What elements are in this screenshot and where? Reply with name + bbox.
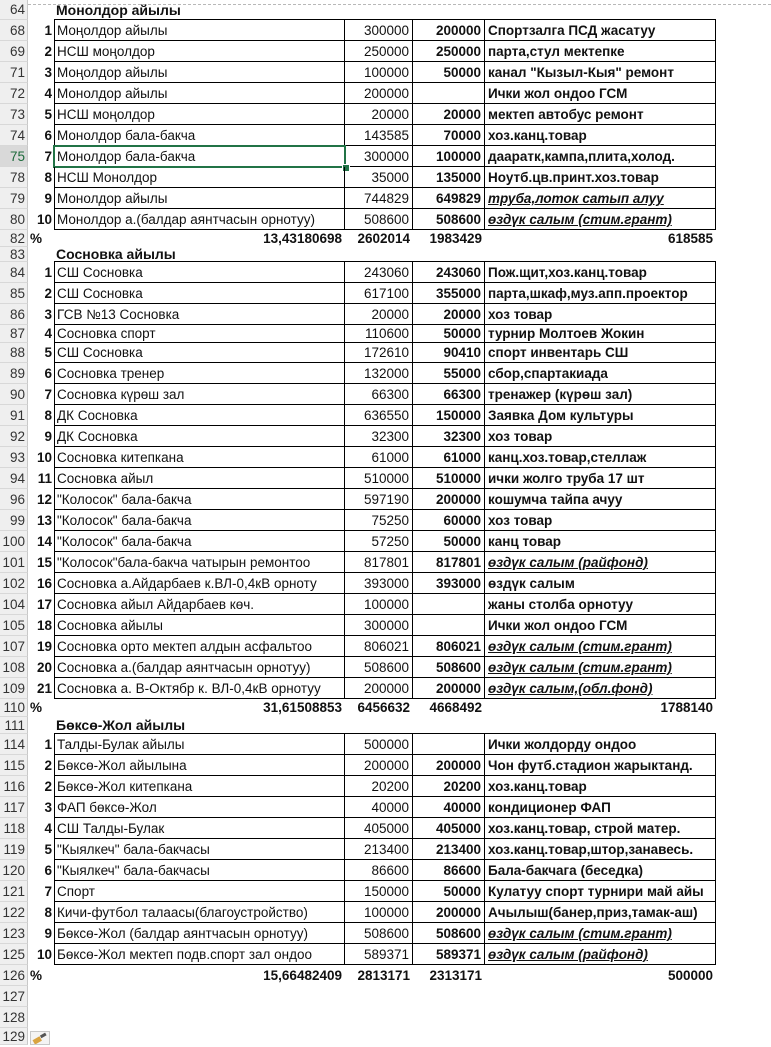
item-name-cell[interactable]: "Кыялкеч" бала-бакчасы: [54, 839, 345, 860]
planned-amount-cell[interactable]: 213400: [345, 839, 413, 860]
planned-amount-cell[interactable]: 40000: [345, 797, 413, 818]
purpose-note-cell[interactable]: Ички жол ондоо ГСМ: [485, 83, 716, 104]
actual-amount-cell[interactable]: 90410: [413, 343, 485, 363]
purpose-note-cell[interactable]: Ички жолдорду ондоо: [485, 734, 716, 755]
planned-amount-cell[interactable]: 300000: [345, 146, 413, 167]
total-actual[interactable]: 1983429: [429, 231, 482, 246]
actual-amount-cell[interactable]: 50000: [413, 325, 485, 343]
actual-amount-cell[interactable]: 86600: [413, 860, 485, 881]
row-index[interactable]: 2: [44, 44, 52, 59]
row-index[interactable]: 5: [44, 107, 52, 122]
total-percent[interactable]: 13,43180698: [263, 231, 342, 246]
row-index[interactable]: 4: [44, 821, 52, 836]
row-header[interactable]: 117: [0, 797, 28, 818]
row-header[interactable]: 90: [0, 384, 28, 405]
paintbrush-icon: [31, 1032, 49, 1044]
item-name-cell[interactable]: НСШ моңолдор: [54, 104, 345, 125]
item-name-cell[interactable]: Монолдор а.(балдар аянтчасын орнотуу): [54, 209, 345, 230]
item-name-cell[interactable]: ФАП бөксө-Жол: [54, 797, 345, 818]
purpose-note-cell[interactable]: парта,шкаф,муз.апп.проектор: [485, 283, 716, 304]
actual-amount-cell[interactable]: [413, 734, 485, 755]
row-header[interactable]: 122: [0, 902, 28, 923]
item-name-cell[interactable]: Сосновка күрөш зал: [54, 384, 345, 405]
purpose-note-cell[interactable]: дааратк,кампа,плита,холод.: [485, 146, 716, 167]
actual-amount-cell[interactable]: 405000: [413, 818, 485, 839]
row-index[interactable]: 1: [44, 265, 52, 280]
planned-amount-cell[interactable]: 597190: [345, 489, 413, 510]
planned-amount-cell[interactable]: 200000: [345, 755, 413, 776]
purpose-note-cell[interactable]: өздүк салым (райфонд): [485, 552, 716, 573]
row-index[interactable]: 15: [36, 555, 52, 570]
item-name-cell[interactable]: "Колосок"бала-бакча чатырын ремонтоо: [54, 552, 345, 573]
actual-amount-cell[interactable]: 135000: [413, 167, 485, 188]
planned-amount-cell[interactable]: 172610: [345, 343, 413, 363]
item-name-cell[interactable]: Монолдор айылы: [54, 188, 345, 209]
actual-amount-cell[interactable]: 806021: [413, 636, 485, 657]
purpose-note-cell[interactable]: канц товар: [485, 531, 716, 552]
row-index[interactable]: 6: [44, 366, 52, 381]
row-header[interactable]: 78: [0, 167, 28, 188]
actual-amount-cell[interactable]: [413, 594, 485, 615]
planned-amount-cell[interactable]: 75250: [345, 510, 413, 531]
row-header[interactable]: 121: [0, 881, 28, 902]
purpose-note-cell[interactable]: Ноутб.цв.принт.хоз.товар: [485, 167, 716, 188]
item-name-cell[interactable]: "Колосок" бала-бакча: [54, 489, 345, 510]
planned-amount-cell[interactable]: 86600: [345, 860, 413, 881]
purpose-note-cell[interactable]: өздүк салым (стим.грант): [485, 657, 716, 678]
purpose-note-cell[interactable]: канц.хоз.товар,стеллаж: [485, 447, 716, 468]
planned-amount-cell[interactable]: 617100: [345, 283, 413, 304]
actual-amount-cell[interactable]: 200000: [413, 678, 485, 699]
actual-amount-cell[interactable]: 355000: [413, 283, 485, 304]
row-header[interactable]: 109: [0, 678, 28, 699]
row-index[interactable]: 7: [44, 884, 52, 899]
row-header[interactable]: 74: [0, 125, 28, 146]
row-header[interactable]: 96: [0, 489, 28, 510]
total-percent[interactable]: 15,66482409: [263, 968, 342, 983]
row-header[interactable]: 83: [0, 247, 28, 262]
row-index[interactable]: 9: [44, 191, 52, 206]
actual-amount-cell[interactable]: 20200: [413, 776, 485, 797]
actual-amount-cell[interactable]: 243060: [413, 262, 485, 283]
item-name-cell[interactable]: НСШ моңолдор: [54, 41, 345, 62]
purpose-note-cell[interactable]: кошумча тайпа ачуу: [485, 489, 716, 510]
row-index[interactable]: 3: [44, 65, 52, 80]
item-name-cell[interactable]: Бөксө-Жол мектеп подв.спорт зал ондоо: [54, 944, 345, 965]
row-index[interactable]: 20: [36, 660, 52, 675]
row-index[interactable]: 9: [44, 429, 52, 444]
row-index[interactable]: 13: [36, 513, 52, 528]
item-name-cell[interactable]: Монолдор бала-бакча: [54, 146, 345, 167]
item-name-cell[interactable]: Сосновка а. В-Октябр к. ВЛ-0,4кВ орнотуу: [54, 678, 345, 699]
section-title[interactable]: Сосновка айылы: [56, 247, 176, 262]
planned-amount-cell[interactable]: 806021: [345, 636, 413, 657]
row-index[interactable]: 11: [37, 471, 52, 486]
actual-amount-cell[interactable]: 393000: [413, 573, 485, 594]
actual-amount-cell[interactable]: 250000: [413, 41, 485, 62]
row-index[interactable]: 7: [44, 387, 52, 402]
row-header[interactable]: 116: [0, 776, 28, 797]
row-index[interactable]: 7: [44, 149, 52, 164]
item-name-cell[interactable]: Сосновка спорт: [54, 325, 345, 343]
item-name-cell[interactable]: "Колосок" бала-бакча: [54, 510, 345, 531]
planned-amount-cell[interactable]: 143585: [345, 125, 413, 146]
row-header[interactable]: 111: [0, 717, 28, 734]
actual-amount-cell[interactable]: 508600: [413, 923, 485, 944]
actual-amount-cell[interactable]: 150000: [413, 405, 485, 426]
row-header[interactable]: 125: [0, 944, 28, 965]
item-name-cell[interactable]: ГСВ №13 Сосновка: [54, 304, 345, 325]
purpose-note-cell[interactable]: хоз товар: [485, 426, 716, 447]
item-name-cell[interactable]: Моңолдор айылы: [54, 62, 345, 83]
row-index[interactable]: 3: [44, 800, 52, 815]
actual-amount-cell[interactable]: [413, 83, 485, 104]
actual-amount-cell[interactable]: 200000: [413, 489, 485, 510]
actual-amount-cell[interactable]: 50000: [413, 62, 485, 83]
total-remainder[interactable]: 500000: [667, 968, 713, 983]
row-header[interactable]: 75: [0, 146, 28, 167]
row-header[interactable]: 127: [0, 986, 28, 1007]
row-header[interactable]: 79: [0, 188, 28, 209]
purpose-note-cell[interactable]: тренажер (күрөш зал): [485, 384, 716, 405]
planned-amount-cell[interactable]: 150000: [345, 881, 413, 902]
actual-amount-cell[interactable]: 508600: [413, 657, 485, 678]
item-name-cell[interactable]: Бөксө-Жол айылына: [54, 755, 345, 776]
row-index[interactable]: 8: [44, 170, 52, 185]
row-index[interactable]: 5: [44, 345, 52, 360]
row-header[interactable]: 115: [0, 755, 28, 776]
row-index[interactable]: 6: [44, 128, 52, 143]
actual-amount-cell[interactable]: 32300: [413, 426, 485, 447]
row-header[interactable]: 72: [0, 83, 28, 104]
planned-amount-cell[interactable]: 132000: [345, 363, 413, 384]
item-name-cell[interactable]: СШ Сосновка: [54, 343, 345, 363]
actual-amount-cell[interactable]: 200000: [413, 902, 485, 923]
planned-amount-cell[interactable]: 744829: [345, 188, 413, 209]
purpose-note-cell[interactable]: Кулатуу спорт турнири май айы: [485, 881, 716, 902]
purpose-note-cell[interactable]: канал "Кызыл-Кыя" ремонт: [485, 62, 716, 83]
item-name-cell[interactable]: Бөксө-Жол китепкана: [54, 776, 345, 797]
row-header[interactable]: 69: [0, 41, 28, 62]
purpose-note-cell[interactable]: спорт инвентарь СШ: [485, 343, 716, 363]
planned-amount-cell[interactable]: 500000: [345, 734, 413, 755]
item-name-cell[interactable]: Сосновка а.Айдарбаев к.ВЛ-0,4кВ орноту: [54, 573, 345, 594]
purpose-note-cell[interactable]: хоз товар: [485, 304, 716, 325]
purpose-note-cell[interactable]: хоз.канц.товар,штор,занавесь.: [485, 839, 716, 860]
row-header[interactable]: 99: [0, 510, 28, 531]
row-index[interactable]: 2: [44, 286, 52, 301]
row-index[interactable]: 14: [36, 534, 52, 549]
planned-amount-cell[interactable]: 250000: [345, 41, 413, 62]
row-header[interactable]: 71: [0, 62, 28, 83]
purpose-note-cell[interactable]: парта,стул мектепке: [485, 41, 716, 62]
actual-amount-cell[interactable]: 66300: [413, 384, 485, 405]
section-title[interactable]: Монолдор айылы: [56, 2, 181, 18]
planned-amount-cell[interactable]: 636550: [345, 405, 413, 426]
planned-amount-cell[interactable]: 817801: [345, 552, 413, 573]
actual-amount-cell[interactable]: 213400: [413, 839, 485, 860]
active-cell-selection[interactable]: [53, 145, 346, 168]
actual-amount-cell[interactable]: 589371: [413, 944, 485, 965]
purpose-note-cell[interactable]: жаны столба орнотуу: [485, 594, 716, 615]
planned-amount-cell[interactable]: 110600: [345, 325, 413, 343]
row-header[interactable]: 88: [0, 343, 28, 363]
planned-amount-cell[interactable]: 100000: [345, 62, 413, 83]
row-header[interactable]: 105: [0, 615, 28, 636]
item-name-cell[interactable]: Сосновка тренер: [54, 363, 345, 384]
row-header[interactable]: 86: [0, 304, 28, 325]
planned-amount-cell[interactable]: 508600: [345, 657, 413, 678]
item-name-cell[interactable]: Бөксө-Жол (балдар аянтчасын орнотуу): [54, 923, 345, 944]
row-header[interactable]: 129: [0, 1028, 28, 1045]
planned-amount-cell[interactable]: 243060: [345, 262, 413, 283]
total-remainder[interactable]: 618585: [667, 231, 713, 246]
row-index[interactable]: 2: [44, 758, 52, 773]
purpose-note-cell[interactable]: мектеп автобус ремонт: [485, 104, 716, 125]
actual-amount-cell[interactable]: 50000: [413, 881, 485, 902]
row-header[interactable]: 104: [0, 594, 28, 615]
row-header[interactable]: 87: [0, 325, 28, 343]
row-header[interactable]: 100: [0, 531, 28, 552]
row-header[interactable]: 68: [0, 20, 28, 41]
actual-amount-cell[interactable]: 20000: [413, 304, 485, 325]
row-header[interactable]: 73: [0, 104, 28, 125]
row-index[interactable]: 8: [44, 905, 52, 920]
row-index[interactable]: 10: [36, 450, 52, 465]
item-name-cell[interactable]: СШ Сосновка: [54, 262, 345, 283]
row-header[interactable]: 93: [0, 447, 28, 468]
planned-amount-cell[interactable]: 510000: [345, 468, 413, 489]
actual-amount-cell[interactable]: 40000: [413, 797, 485, 818]
row-header[interactable]: 91: [0, 405, 28, 426]
purpose-note-cell[interactable]: Чон футб.стадион жарыктанд.: [485, 755, 716, 776]
purpose-note-cell[interactable]: Спортзалга ПСД жасатуу: [485, 20, 716, 41]
planned-amount-cell[interactable]: 20000: [345, 104, 413, 125]
purpose-note-cell[interactable]: турнир Молтоев Жокин: [485, 325, 716, 343]
item-name-cell[interactable]: Сосновка а.(балдар аянтчасын орнотуу): [54, 657, 345, 678]
planned-amount-cell[interactable]: 20000: [345, 304, 413, 325]
row-header[interactable]: 82: [0, 230, 28, 247]
purpose-note-cell[interactable]: өздүк салым (райфонд): [485, 944, 716, 965]
item-name-cell[interactable]: Сосновка орто мектеп алдын асфальтоо: [54, 636, 345, 657]
row-index[interactable]: 10: [36, 947, 52, 962]
actual-amount-cell[interactable]: 508600: [413, 209, 485, 230]
item-name-cell[interactable]: Сосновка айыл Айдарбаев көч.: [54, 594, 345, 615]
total-label[interactable]: %: [30, 700, 43, 715]
row-header[interactable]: 84: [0, 262, 28, 283]
total-actual[interactable]: 2313171: [429, 968, 482, 983]
purpose-note-cell[interactable]: хоз.канц.товар: [485, 125, 716, 146]
item-name-cell[interactable]: Монолдор бала-бакча: [54, 125, 345, 146]
actual-amount-cell[interactable]: 200000: [413, 755, 485, 776]
row-header[interactable]: 89: [0, 363, 28, 384]
actual-amount-cell[interactable]: 60000: [413, 510, 485, 531]
total-label[interactable]: %: [30, 231, 43, 246]
purpose-note-cell[interactable]: Ачылыш(банер,приз,тамак-аш): [485, 902, 716, 923]
actual-amount-cell[interactable]: 50000: [413, 531, 485, 552]
row-index[interactable]: 8: [44, 408, 52, 423]
item-name-cell[interactable]: Сосновка айылы: [54, 615, 345, 636]
planned-amount-cell[interactable]: 589371: [345, 944, 413, 965]
actual-amount-cell[interactable]: 817801: [413, 552, 485, 573]
item-name-cell[interactable]: Сосновка айыл: [54, 468, 345, 489]
row-index[interactable]: 4: [44, 86, 52, 101]
item-name-cell[interactable]: Сосновка китепкана: [54, 447, 345, 468]
planned-amount-cell[interactable]: 405000: [345, 818, 413, 839]
planned-amount-cell[interactable]: 100000: [345, 594, 413, 615]
row-index[interactable]: 12: [36, 492, 52, 507]
row-header[interactable]: 114: [0, 734, 28, 755]
total-remainder[interactable]: 1788140: [660, 700, 713, 715]
row-header[interactable]: 119: [0, 839, 28, 860]
item-name-cell[interactable]: Кичи-футбол талаасы(благоустройство): [54, 902, 345, 923]
actual-amount-cell[interactable]: 649829: [413, 188, 485, 209]
actual-amount-cell[interactable]: 100000: [413, 146, 485, 167]
planned-amount-cell[interactable]: 300000: [345, 615, 413, 636]
total-planned[interactable]: 6456632: [357, 700, 410, 715]
total-planned[interactable]: 2813171: [357, 968, 410, 983]
paste-options-button[interactable]: [30, 1031, 50, 1045]
purpose-note-cell[interactable]: труба,лоток сатып алуу: [485, 188, 716, 209]
row-index[interactable]: 19: [36, 639, 52, 654]
row-index[interactable]: 9: [44, 926, 52, 941]
purpose-note-cell[interactable]: Ички жол ондоо ГСМ: [485, 615, 716, 636]
purpose-note-cell[interactable]: өздүк салым (стим.грант): [485, 923, 716, 944]
planned-amount-cell[interactable]: 508600: [345, 209, 413, 230]
purpose-note-cell[interactable]: Бала-бакчага (беседка): [485, 860, 716, 881]
row-index[interactable]: 2: [44, 779, 52, 794]
row-header[interactable]: 126: [0, 965, 28, 986]
row-index[interactable]: 5: [44, 842, 52, 857]
planned-amount-cell[interactable]: 66300: [345, 384, 413, 405]
planned-amount-cell[interactable]: 300000: [345, 20, 413, 41]
item-name-cell[interactable]: Монолдор айылы: [54, 83, 345, 104]
row-index[interactable]: 3: [44, 307, 52, 322]
purpose-note-cell[interactable]: кондиционер ФАП: [485, 797, 716, 818]
row-header[interactable]: 118: [0, 818, 28, 839]
item-name-cell[interactable]: "Колосок" бала-бакча: [54, 531, 345, 552]
row-header[interactable]: 92: [0, 426, 28, 447]
total-actual[interactable]: 4668492: [429, 700, 482, 715]
actual-amount-cell[interactable]: 55000: [413, 363, 485, 384]
planned-amount-cell[interactable]: 57250: [345, 531, 413, 552]
purpose-note-cell[interactable]: сбор,спартакиада: [485, 363, 716, 384]
item-name-cell[interactable]: НСШ Монолдор: [54, 167, 345, 188]
row-index[interactable]: 4: [44, 326, 52, 341]
purpose-note-cell[interactable]: ички жолго труба 17 шт: [485, 468, 716, 489]
row-index[interactable]: 18: [36, 618, 52, 633]
row-index[interactable]: 1: [44, 737, 52, 752]
row-index[interactable]: 10: [36, 212, 52, 227]
row-header[interactable]: 94: [0, 468, 28, 489]
row-index[interactable]: 21: [36, 681, 52, 696]
actual-amount-cell[interactable]: 510000: [413, 468, 485, 489]
purpose-note-cell[interactable]: Пож.щит,хоз.канц.товар: [485, 262, 716, 283]
actual-amount-cell[interactable]: 61000: [413, 447, 485, 468]
item-name-cell[interactable]: "Кыялкеч" бала-бакчасы: [54, 860, 345, 881]
row-index[interactable]: 1: [44, 23, 52, 38]
section-title[interactable]: Бөксө-Жол айылы: [56, 717, 186, 733]
purpose-note-cell[interactable]: өздүк салым (стим.грант): [485, 636, 716, 657]
total-planned[interactable]: 2602014: [357, 231, 410, 246]
purpose-note-cell[interactable]: хоз.канц.товар: [485, 776, 716, 797]
row-index[interactable]: 17: [36, 597, 52, 612]
total-label[interactable]: %: [30, 968, 43, 983]
purpose-note-cell[interactable]: Заявка Дом культуры: [485, 405, 716, 426]
actual-amount-cell[interactable]: 20000: [413, 104, 485, 125]
row-header[interactable]: 101: [0, 552, 28, 573]
row-header[interactable]: 102: [0, 573, 28, 594]
item-name-cell[interactable]: ДК Сосновка: [54, 426, 345, 447]
row-index[interactable]: 6: [44, 863, 52, 878]
item-name-cell[interactable]: ДК Сосновка: [54, 405, 345, 426]
planned-amount-cell[interactable]: 393000: [345, 573, 413, 594]
item-name-cell[interactable]: СШ Талды-Булак: [54, 818, 345, 839]
row-header[interactable]: 107: [0, 636, 28, 657]
row-header[interactable]: 85: [0, 283, 28, 304]
row-header[interactable]: 110: [0, 699, 28, 717]
item-name-cell[interactable]: Талды-Булак айылы: [54, 734, 345, 755]
planned-amount-cell[interactable]: 35000: [345, 167, 413, 188]
purpose-note-cell[interactable]: өздүк салым,(обл.фонд): [485, 678, 716, 699]
actual-amount-cell[interactable]: 70000: [413, 125, 485, 146]
planned-amount-cell[interactable]: 508600: [345, 923, 413, 944]
planned-amount-cell[interactable]: 20200: [345, 776, 413, 797]
planned-amount-cell[interactable]: 100000: [345, 902, 413, 923]
purpose-note-cell[interactable]: хоз товар: [485, 510, 716, 531]
row-header[interactable]: 120: [0, 860, 28, 881]
item-name-cell[interactable]: СШ Сосновка: [54, 283, 345, 304]
purpose-note-cell[interactable]: өздүк салым: [485, 573, 716, 594]
item-name-cell[interactable]: Моңолдор айылы: [54, 20, 345, 41]
row-header[interactable]: 128: [0, 1007, 28, 1028]
total-percent[interactable]: 31,61508853: [263, 700, 342, 715]
planned-amount-cell[interactable]: 200000: [345, 678, 413, 699]
row-header[interactable]: 64: [0, 0, 28, 20]
purpose-note-cell[interactable]: өздүк салым (стим.грант): [485, 209, 716, 230]
row-header[interactable]: 123: [0, 923, 28, 944]
actual-amount-cell[interactable]: [413, 615, 485, 636]
planned-amount-cell[interactable]: 32300: [345, 426, 413, 447]
row-header[interactable]: 80: [0, 209, 28, 230]
purpose-note-cell[interactable]: хоз.канц.товар, строй матер.: [485, 818, 716, 839]
actual-amount-cell[interactable]: 200000: [413, 20, 485, 41]
planned-amount-cell[interactable]: 200000: [345, 83, 413, 104]
row-header[interactable]: 108: [0, 657, 28, 678]
planned-amount-cell[interactable]: 61000: [345, 447, 413, 468]
item-name-cell[interactable]: Спорт: [54, 881, 345, 902]
row-index[interactable]: 16: [36, 576, 52, 591]
